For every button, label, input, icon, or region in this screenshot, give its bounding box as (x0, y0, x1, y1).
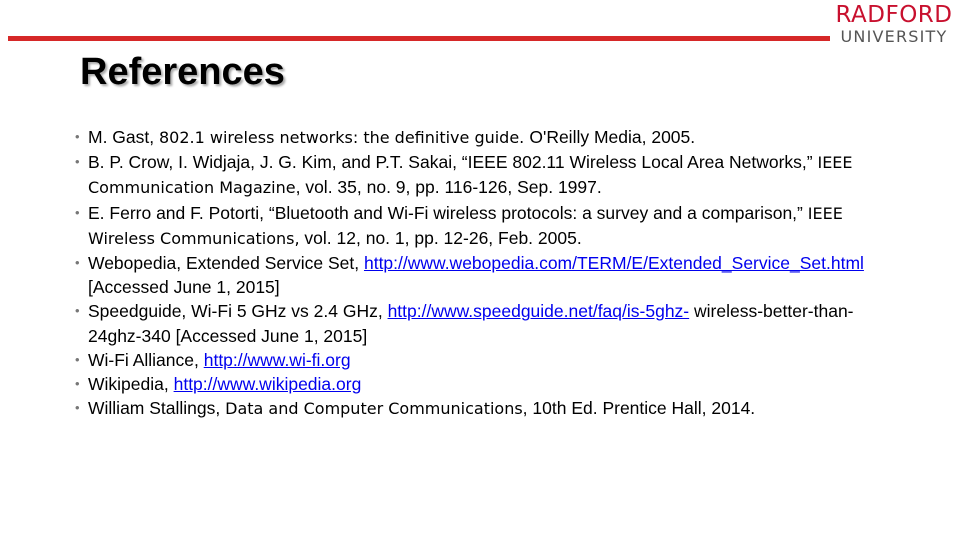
reference-item-gast (74, 125, 904, 150)
reference-text: Wikipedia, (88, 374, 174, 395)
reference-text: William Stallings, (88, 398, 226, 419)
reference-work-title: IEEE Wireless Communications, (88, 203, 843, 248)
reference-item-ferro (74, 201, 904, 251)
reference-item-crow (74, 150, 904, 200)
reference-text: E. Ferro and F. Potorti, “Bluetooth and Wi-Fi wireless protocols: a survey and a comparison,” (88, 202, 808, 223)
reference-list (74, 125, 904, 421)
reference-text: O'Reilly Media, 2005. (529, 127, 696, 147)
reference-text: Wi-Fi Alliance, (88, 349, 204, 370)
speedguide-link[interactable]: http://www.speedguide.net/faq/is-5ghz- (387, 301, 690, 322)
reference-item-webopedia (74, 251, 904, 299)
reference-text: Speedguide, Wi-Fi 5 GHz vs 2.4 GHz, (88, 301, 388, 322)
webopedia-link[interactable]: http://www.webopedia.com/TERM/E/Extended_Service_Set.html (363, 253, 864, 274)
reference-text: wireless-better-than-24ghz-340 [Accessed June 1, 2015] (88, 301, 854, 346)
reference-text: M. Gast, (88, 127, 159, 147)
reference-text: vol. 12, no. 1, pp. 12-26, Feb. 2005. (299, 227, 582, 248)
reference-item-wifi-alliance (74, 348, 904, 372)
header-rule (8, 36, 830, 41)
wifi-alliance-link[interactable]: http://www.wi-fi.org (203, 349, 351, 370)
reference-item-speedguide (74, 299, 904, 347)
reference-work-title: 802.1 wireless networks: the definitive guide. (158, 128, 530, 147)
wikipedia-link[interactable]: http://www.wikipedia.org (173, 374, 362, 395)
logo-line-1: RADFORD (835, 2, 953, 28)
reference-text: [Accessed June 1, 2015] (88, 277, 280, 298)
reference-text: Webopedia, Extended Service Set, (88, 253, 364, 274)
reference-text: , vol. 35, no. 9, pp. 116-126, Sep. 1997. (295, 177, 602, 198)
logo-line-2: UNIVERSITY (840, 27, 948, 46)
reference-text: B. P. Crow, I. Widjaja, J. G. Kim, and P.T. Sakai, “IEEE 802.11 Wireless Local Area Networks,” (88, 152, 818, 173)
reference-work-title: Data and Computer Communications (225, 399, 523, 419)
slide-title: References (80, 51, 285, 93)
reference-text: , 10th Ed. Prentice Hall, 2014. (522, 398, 756, 419)
radford-logo (834, 4, 954, 45)
reference-item-stallings (74, 396, 904, 421)
reference-work-title: IEEE Communication Magazine (88, 153, 853, 198)
reference-item-wikipedia (74, 372, 904, 396)
